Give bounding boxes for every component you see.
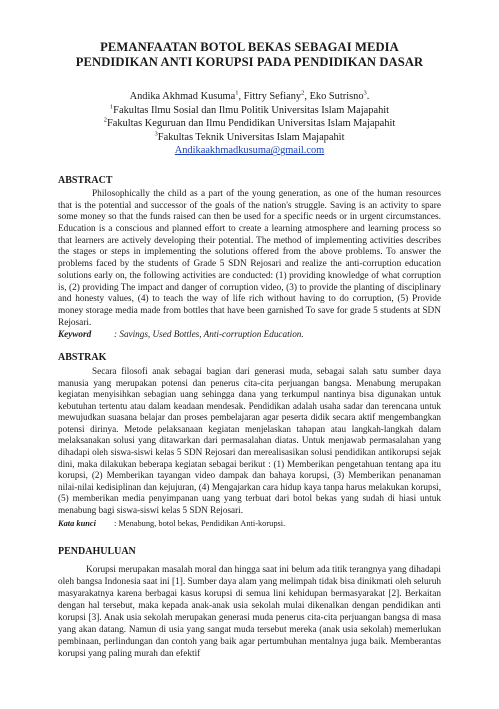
author-name: Andika Akhmad Kusuma [129, 91, 236, 102]
paper-title [58, 40, 441, 70]
affiliation-mark: 3 [154, 130, 158, 138]
affiliation-mark: 2 [103, 116, 107, 124]
author-email-link[interactable]: Andikaakhmadkusuma@gmail.com [174, 145, 325, 157]
title-line-1: PEMANFAATAN BOTOL BEKAS SEBAGAI MEDIA [100, 40, 399, 54]
author-list-end: . [366, 91, 370, 102]
affiliation-line [58, 104, 441, 118]
kata-kunci-value: : Menabung, botol bekas, Pendidikan Anti-korupsi. [114, 518, 286, 528]
author-separator: , [304, 91, 310, 102]
affiliation-text: Fakultas Ilmu Sosial dan Ilmu Politik Universitas Islam Majapahit [113, 104, 390, 116]
kata-kunci-label: Kata kunci [58, 518, 96, 528]
abstrak-heading: ABSTRAK [58, 351, 107, 363]
author-name: Eko Sutrisno [309, 91, 364, 102]
author-affiliation-mark: 2 [301, 89, 305, 97]
affiliation-line [58, 117, 441, 131]
abstrak-paragraph: Secara filosofi anak sebagai bagian dari generasi muda, sebagai salah satu sumber daya manusia yang merupakan potensi dan penerus cita-cita perjuangan bangsa. Menabung merupakan kegiatan menyisihkan sebagian uang sehingga dana yang terkumpul nantinya bisa digunakan untuk kebutuhan tertentu atau dalam keadaan mendesak. Pendidikan adalah usaha sadar dan terencana untuk mewujudkan suasana belajar dan proses pembelajaran agar peserta didik secara aktif mengembangkan potensi dirinya. Metode pelaksanaan kegiatan menjelaskan tahapan atau langkah-langkah dalam melaksanakan solusi yang ditawarkan dari permasalahan diatas. Untuk menjawab permasalahan yang dihadapi oleh siswa-siswi kelas 5 SDN Rejosari dan merealisasikan solusi pendidikan antikorupsi sejak dini, maka dilakukan beberapa kegiatan sebagai berikut : (1) Memberikan pengetahuan tentang apa itu korupsi, (2) Memberikan tayangan video dampak dan bahaya korupsi, (3) Memberikan penanaman nilai-nilai kedisiplinan dan kejujuran, (4) Mengajarkan cara hidup kaya tanpa harus melakukan korupsi, (5) memberikan media penyimpanan uang yang terbuat dari botol bekas yang sudah di hiasi untuk menabung bagi siswa-siswi kelas 5 SDN Rejosari. [58, 365, 441, 516]
pendahuluan-heading: PENDAHULUAN [58, 545, 136, 557]
author-separator: , [238, 91, 244, 102]
author-name: Fittry Sefiany [243, 91, 302, 102]
affiliation-text: Fakultas Keguruan dan Ilmu Pendidikan Universitas Islam Majapahit [106, 118, 396, 130]
keyword-value: : Savings, Used Bottles, Anti-corruption Education. [114, 329, 304, 340]
keyword-label: Keyword [58, 329, 92, 340]
affiliation-mark: 1 [109, 103, 114, 111]
kata-kunci-line [58, 518, 441, 529]
abstract-heading: ABSTRACT [58, 174, 113, 186]
author-affiliation-mark: 1 [235, 89, 239, 97]
affiliation-text: Fakultas Teknik Universitas Islam Majapahit [157, 131, 345, 143]
abstract-paragraph: Philosophically the child as a part of the young generation, as one of the human resources that is the potential and successor of the goals of the nation's struggle. Saving is an activity to spare some money so that the funds raised can then be used for a specific needs or in urgent circumstances. Education is a conscious and planned effort to create a learning atmosphere and learning process so that learners are actively developing their potential. The method of implementing activities describes the stages or steps in implementing the solutions offered from the above problems. To answer the problems faced by the students of Grade 5 SDN Rejosari and realize the anti-corruption education solutions early on, the following activities are conducted: (1) providing knowledge of what corruption is, (2) providing The impact and danger of corruption video, (3) to provide the planting of disciplinary and honesty values, (4) to teach the way of life rich without having to do corruption, (5) Provide money storage media made from bottles that have been garnished To save for grade 5 students at SDN Rejosari. [58, 188, 441, 328]
pendahuluan-paragraph: Korupsi merupakan masalah moral dan hingga saat ini belum ada titik terangnya yang dihadapi oleh bangsa Indonesia saat ini [1]. Sumber daya alam yang melimpah tidak bisa dinikmati oleh seluruh masyarakatnya karena berbagai kasus korupsi di semua lini kehidupan bermasyarakat [2]. Berkaitan dengan hal tersebut, maka kepada anak-anak usia sekolah mulai dikenalkan dengan pendidikan anti korupsi [3]. Anak usia sekolah merupakan generasi muda penerus cita-cita perjuangan bangsa di masa yang akan datang. Namun di usia yang sangat muda tersebut mereka (anak usia sekolah) memerlukan pembinaan, perlindungan dan contoh yang baik agar pertumbuhan mentalnya juga baik. Memberantas korupsi yang paling murah dan efektif [58, 564, 441, 659]
title-line-2: PENDIDIKAN ANTI KORUPSI PADA PENDIDIKAN DASAR [75, 55, 424, 69]
author-block [58, 90, 441, 158]
author-list [58, 90, 441, 104]
author-affiliation-mark: 3 [363, 89, 367, 97]
keyword-line [58, 329, 441, 341]
email-line [58, 144, 441, 158]
affiliation-line [58, 131, 441, 145]
